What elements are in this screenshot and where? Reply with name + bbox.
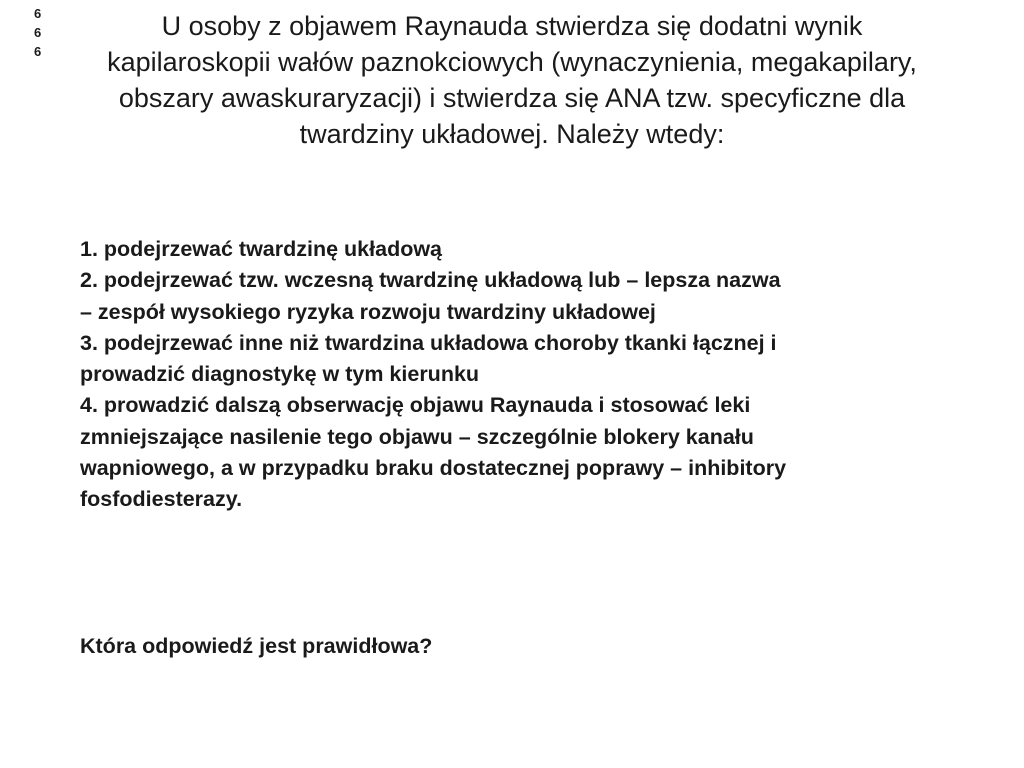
question-line: twardziny układowej. Należy wtedy:	[299, 119, 725, 149]
slide-number-digit: 6	[34, 44, 42, 59]
option-line: – zespół wysokiego ryzyka rozwoju twardziny układowej	[80, 299, 656, 324]
option-line: wapniowego, a w przypadku braku dostatecznej poprawy – inhibitory	[80, 456, 787, 481]
question-line: kapilaroskopii wałów paznokciowych (wynaczynienia, megakapilary,	[107, 47, 917, 77]
option-line: 4. prowadzić dalszą obserwację objawu Raynauda i stosować leki	[80, 393, 751, 418]
answer-options	[80, 234, 980, 516]
question-line: obszary awaskuraryzacji) i stwierdza się ANA tzw. specyficzne dla	[118, 83, 906, 113]
option-line: 1. podejrzewać twardzinę układową	[80, 237, 443, 261]
question-line: U osoby z objawem Raynauda stwierdza się dodatni wynik	[161, 11, 863, 41]
option-line: zmniejszające nasilenie tego objawu – szczególnie blokery kanału	[80, 424, 754, 449]
option-line: 3. podejrzewać inne niż twardzina układowa choroby tkanki łącznej i	[80, 330, 777, 355]
option-line: 2. podejrzewać tzw. wczesną twardzinę układową lub – lepsza nazwa	[80, 268, 781, 293]
option-line: prowadzić diagnostykę w tym kierunku	[80, 362, 480, 387]
answer-prompt: Która odpowiedź jest prawidłowa?	[80, 634, 433, 658]
question-text	[20, 8, 1004, 152]
option-line: fosfodiesterazy.	[80, 487, 243, 512]
slide-number-digit: 6	[34, 6, 42, 21]
slide-number-digit: 6	[34, 25, 42, 40]
